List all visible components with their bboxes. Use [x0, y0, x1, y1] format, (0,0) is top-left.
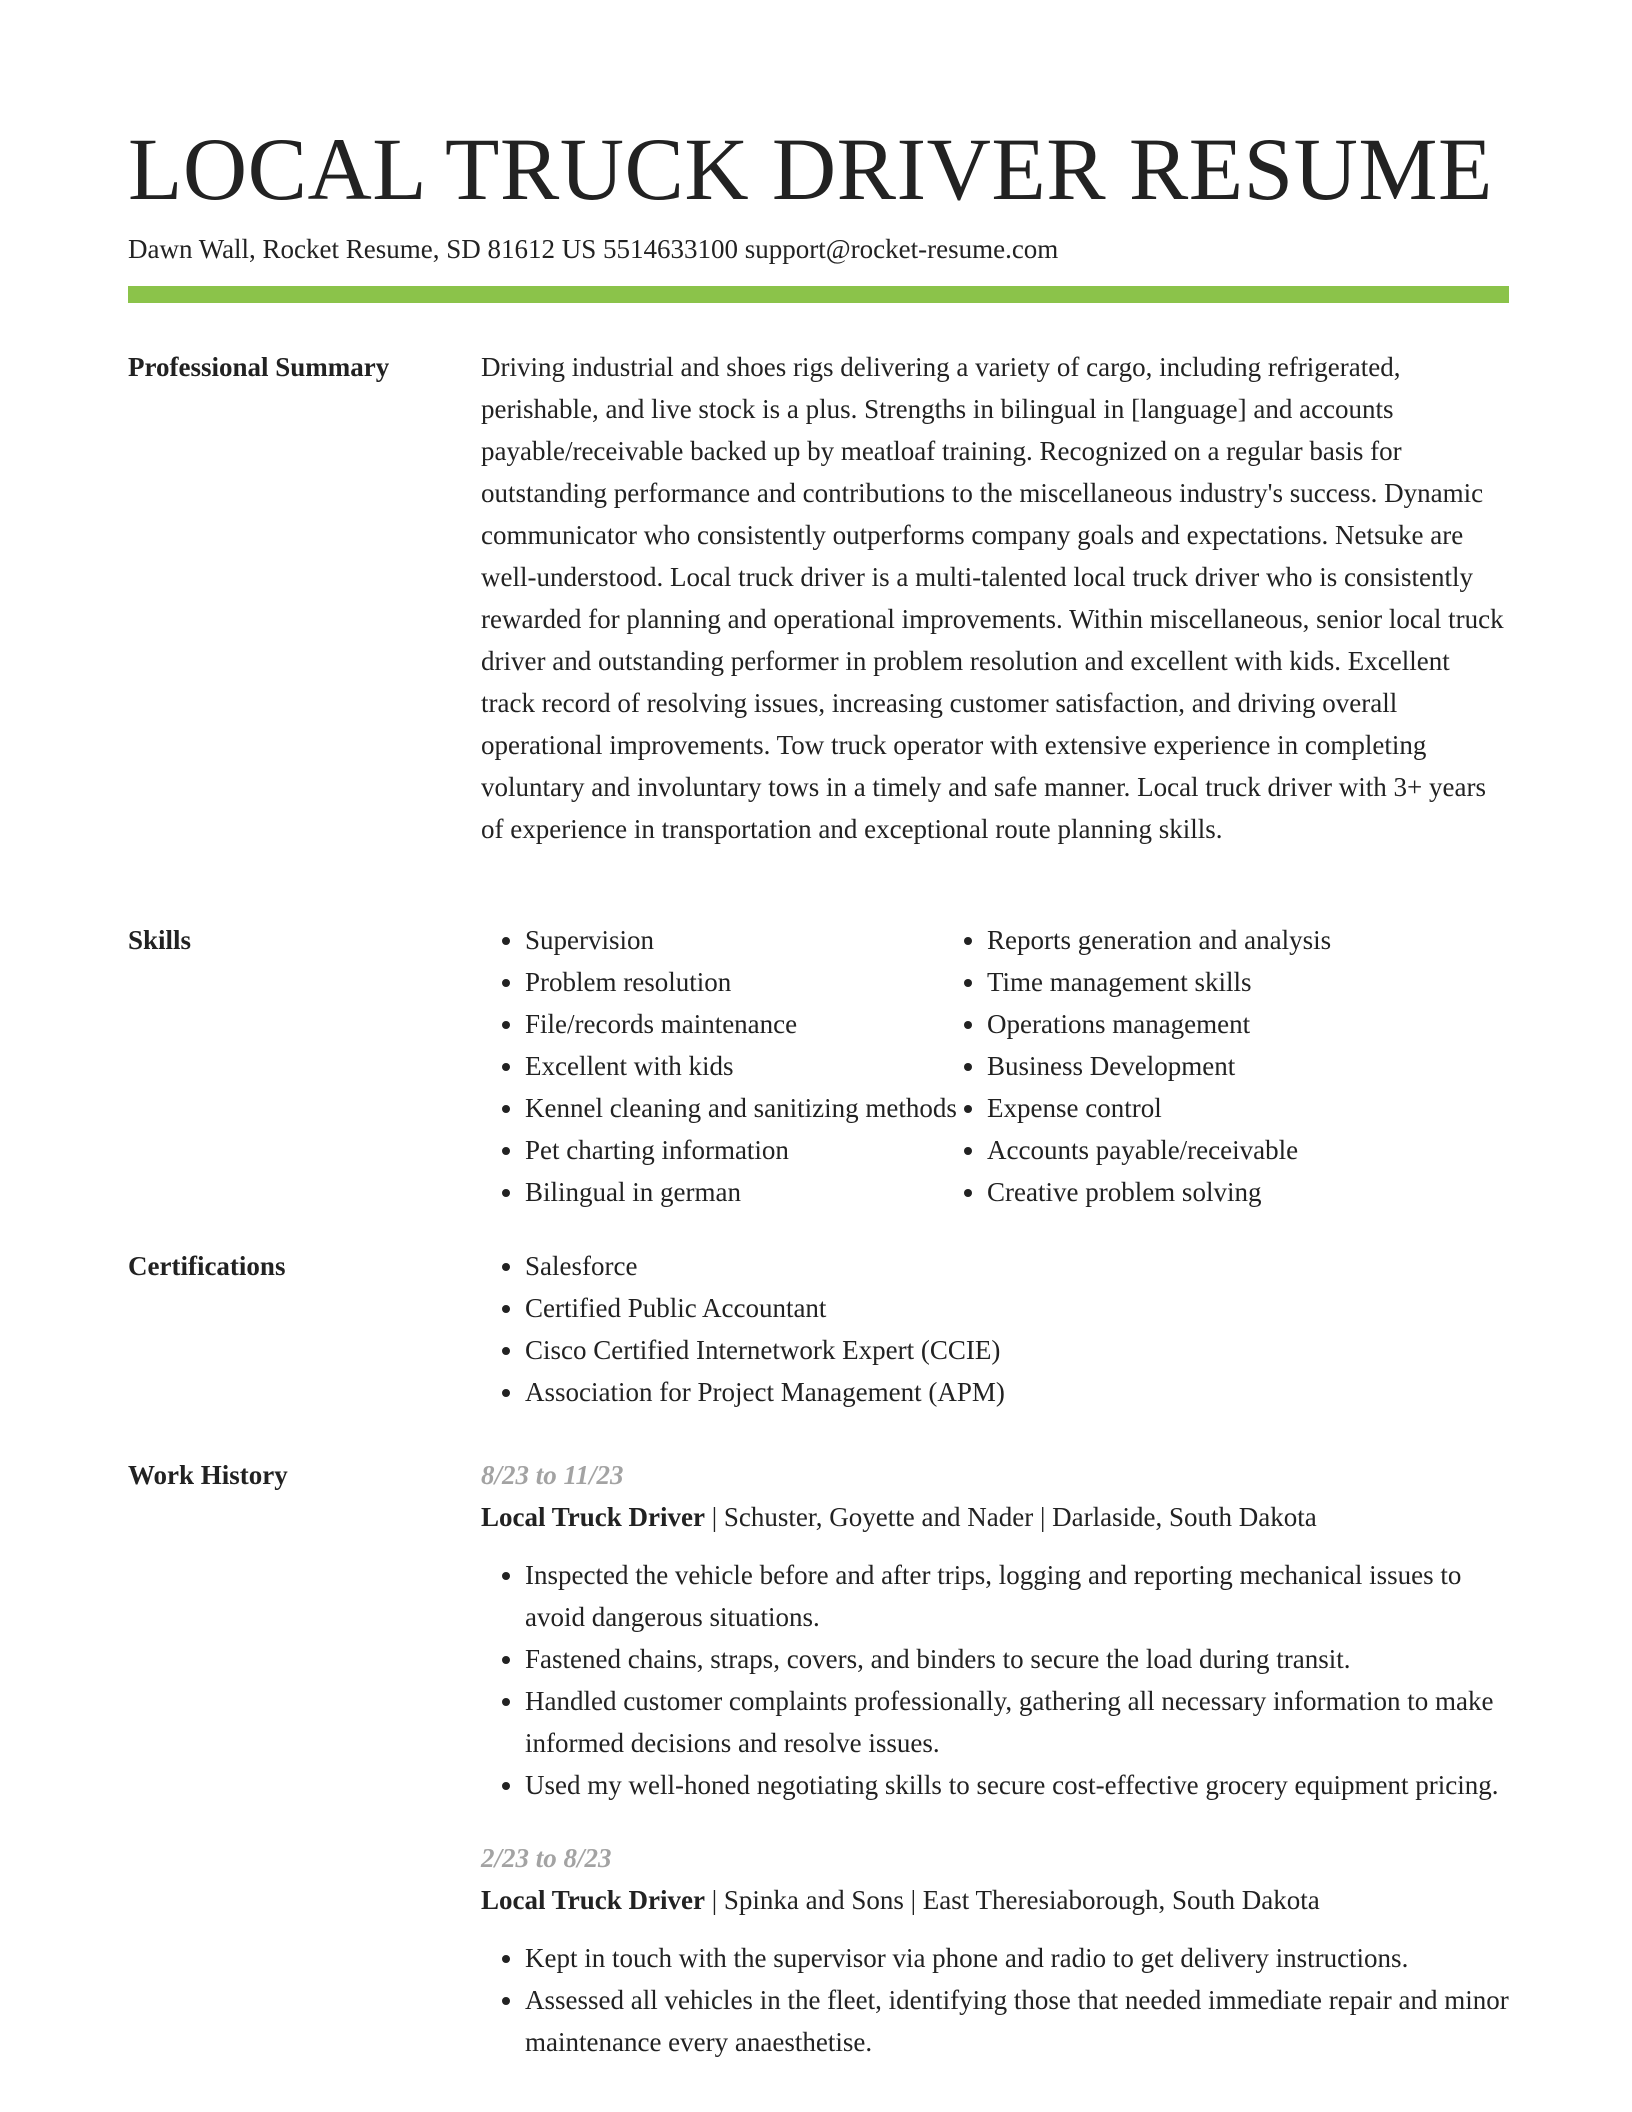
work-history-heading: Work History: [128, 1460, 288, 1490]
job-dates: 8/23 to 11/23: [481, 1460, 624, 1490]
accent-divider: [128, 286, 1509, 303]
skill-item: • Expense control: [987, 1087, 1331, 1129]
skills-list-left: [481, 919, 957, 1213]
skill-item: • Excellent with kids: [525, 1045, 943, 1087]
certifications-body: [481, 1245, 1509, 1413]
certifications-heading: Certifications: [128, 1251, 286, 1281]
skill-item: • Accounts payable/receivable: [987, 1129, 1331, 1171]
job-dates: 2/23 to 8/23: [481, 1843, 612, 1873]
certification-item: • Association for Project Management (APM): [525, 1371, 1509, 1413]
contact-line: Dawn Wall, Rocket Resume, SD 81612 US 5514633100 support@rocket-resume.com: [128, 234, 1059, 264]
job-duties-list: [481, 1554, 1509, 1806]
summary-body: [481, 346, 1509, 850]
certifications-list: [481, 1245, 1509, 1413]
summary-text: Driving industrial and shoes rigs delivering a variety of cargo, including refrigerated, perishable, and live stock is a plus. Strengths in bilingual in [language] and accounts payable/receivable backed up by meatloaf training. Recognized on a regular basis for outstanding performance and contributions to the miscellaneous industry's success. Dynamic communicator who consistently outperforms company goals and expectations. Netsuke are well-understood. Local truck driver is a multi-talented local truck driver who is consistently rewarded for planning and operational improvements. Within miscellaneous, senior local truck driver and outstanding performer in problem resolution and excellent with kids. Excellent track record of resolving issues, increasing customer satisfaction, and driving overall operational improvements. Tow truck operator with extensive experience in completing voluntary and involuntary tows in a timely and safe manner. Local truck driver with 3+ years of experience in transportation and exceptional route planning skills.: [481, 352, 1504, 844]
skill-item: • Pet charting information: [525, 1129, 943, 1171]
certification-item: • Salesforce: [525, 1245, 1509, 1287]
job-duty-item: • Handled customer complaints professionally, gathering all necessary information to make informed decisions and resolve issues.: [525, 1680, 1509, 1764]
skill-item: • Business Development: [987, 1045, 1331, 1087]
job-duty-item: • Kept in touch with the supervisor via phone and radio to get delivery instructions.: [525, 1937, 1509, 1979]
work-history-body: [481, 1454, 1509, 2063]
skills-list-right: [943, 919, 1331, 1213]
skills-columns: [481, 919, 1509, 1213]
skill-item: • Problem resolution: [525, 961, 943, 1003]
skills-heading: Skills: [128, 925, 192, 955]
job-duty-item: • Fastened chains, straps, covers, and binders to secure the load during transit.: [525, 1638, 1509, 1680]
skill-item: • Operations management: [987, 1003, 1331, 1045]
resume-title: LOCAL TRUCK DRIVER RESUME: [128, 121, 1493, 219]
skill-item: • Reports generation and analysis: [987, 919, 1331, 961]
certification-item: • Cisco Certified Internetwork Expert (CCIE): [525, 1329, 1509, 1371]
certification-item: • Certified Public Accountant: [525, 1287, 1509, 1329]
skill-item: • File/records maintenance: [525, 1003, 943, 1045]
job-title: Local Truck Driver: [481, 1502, 705, 1532]
job-employer-location: | Schuster, Goyette and Nader | Darlaside, South Dakota: [704, 1502, 1317, 1532]
job-duty-item: • Assessed all vehicles in the fleet, identifying those that needed immediate repair and minor maintenance every anaesthetise.: [525, 1979, 1509, 2063]
skills-body: [481, 919, 1509, 1213]
skill-item: • Creative problem solving: [987, 1171, 1331, 1213]
skill-item: • Supervision: [525, 919, 943, 961]
job-entry: [481, 1837, 1509, 2063]
summary-heading: Professional Summary: [128, 352, 390, 382]
job-title: Local Truck Driver: [481, 1885, 705, 1915]
skill-item: • Kennel cleaning and sanitizing methods: [525, 1087, 943, 1129]
job-heading: [481, 1496, 1509, 1538]
skill-item: • Time management skills: [987, 961, 1331, 1003]
skill-item: • Bilingual in german: [525, 1171, 943, 1213]
job-duties-list: [481, 1937, 1509, 2063]
job-employer-location: | Spinka and Sons | East Theresiaborough, South Dakota: [704, 1885, 1320, 1915]
job-heading: [481, 1879, 1509, 1921]
job-entry: [481, 1454, 1509, 1806]
job-duty-item: • Inspected the vehicle before and after trips, logging and reporting mechanical issues to avoid dangerous situations.: [525, 1554, 1509, 1638]
job-duty-item: • Used my well-honed negotiating skills to secure cost-effective grocery equipment pricing.: [525, 1764, 1509, 1806]
